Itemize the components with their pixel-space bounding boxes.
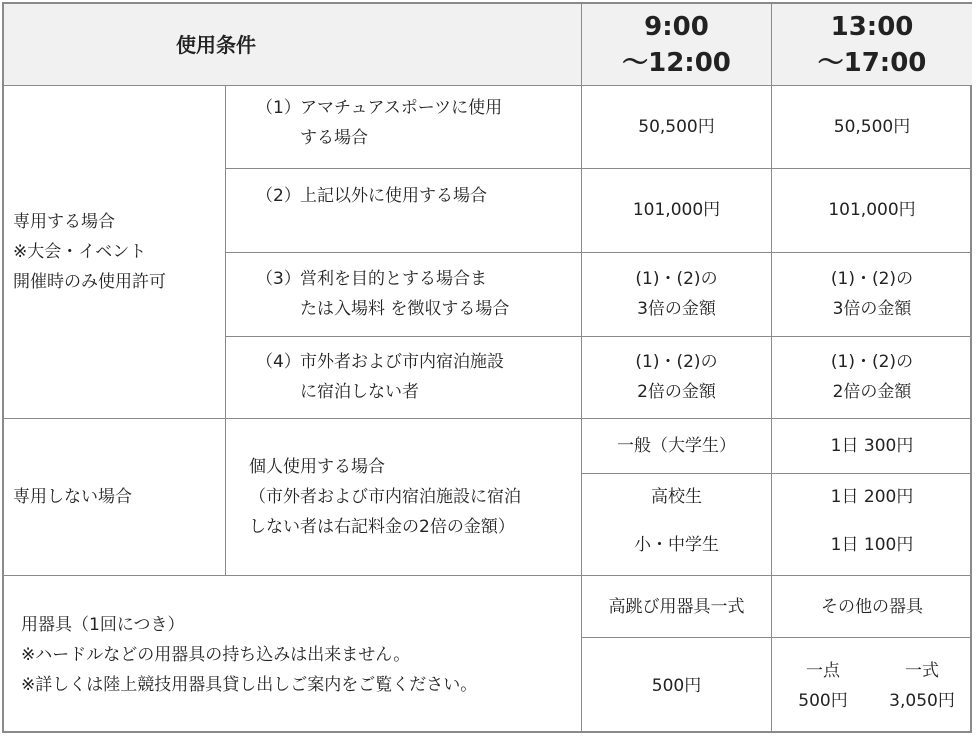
item-number: （1） — [256, 98, 301, 118]
exclusive-row-2-afternoon-price — [772, 168, 972, 252]
item-number: （4） — [256, 352, 301, 372]
price-text: 2倍の金額 — [832, 382, 912, 402]
equipment-description — [21, 576, 581, 733]
other-equipment-single — [792, 646, 854, 726]
time-slot-start: 13:00 — [830, 11, 914, 42]
other-equipment-label: その他の器具 — [821, 596, 923, 617]
other-equipment-single-label: 一点 — [806, 661, 840, 681]
item-text: 営利を目的とする場合ま — [300, 269, 487, 289]
high-jump-equipment-price: 500円 — [651, 675, 702, 696]
exclusive-row-2-description — [256, 168, 581, 252]
exclusive-row-1-afternoon-price — [772, 85, 972, 168]
conditions-header: 使用条件 — [176, 32, 256, 57]
exclusive-row-3-afternoon-price — [772, 252, 972, 336]
equipment-note: ※詳しくは陸上競技用器具貸し出しご案内をご覧ください。 — [21, 674, 478, 695]
exclusive-row-3-morning-price — [582, 252, 771, 336]
exclusive-use-title: 専用する場合 — [13, 211, 115, 232]
time-slot-afternoon-header — [772, 4, 972, 85]
exclusive-use-note: ※大会・イベント — [13, 241, 147, 262]
other-equipment-set-label: 一式 — [905, 661, 939, 681]
price-text: (1)・(2)の — [635, 269, 718, 289]
time-slot-end: ～17:00 — [817, 47, 927, 78]
price-text: (1)・(2)の — [830, 269, 914, 289]
item-text: 上記以外に使用する場合 — [300, 186, 487, 206]
other-equipment-set-price: 3,050円 — [889, 691, 955, 711]
price-text: 101,000円 — [632, 200, 721, 220]
category-high-school: 高校生 — [651, 487, 702, 507]
item-text: たは入場料 を徴収する場合 — [300, 299, 510, 319]
price-text: (1)・(2)の — [830, 352, 914, 372]
item-number: （2） — [256, 186, 301, 206]
item-text: 市外者および市内宿泊施設 — [300, 352, 504, 372]
price-text: 50,500円 — [833, 116, 911, 137]
other-equipment-set — [880, 646, 964, 726]
equipment-note: ※ハードルなどの用器具の持ち込みは出来ません。 — [21, 644, 411, 665]
individual-use-description — [249, 418, 581, 575]
item-number: （3） — [256, 269, 301, 289]
exclusive-use-note: 開催時のみ使用許可 — [13, 271, 166, 292]
fee-general: 1日 300円 — [830, 435, 914, 456]
category-elementary-junior-high: 小・中学生 — [634, 535, 719, 555]
fee-elementary-junior-high: 1日 100円 — [830, 535, 914, 555]
exclusive-row-2-morning-price — [582, 168, 771, 252]
time-slot-start: 9:00 — [644, 11, 709, 42]
price-text: 50,500円 — [638, 116, 715, 137]
price-text: 101,000円 — [828, 200, 916, 220]
time-slot-end: ～12:00 — [622, 47, 731, 78]
exclusive-use-label — [13, 85, 225, 418]
item-text: アマチュアスポーツに使用 — [300, 98, 503, 118]
price-text: 3倍の金額 — [832, 299, 912, 319]
category-general: 一般（大学生） — [617, 435, 736, 456]
exclusive-row-4-afternoon-price — [772, 336, 972, 418]
non-exclusive-use-label: 専用しない場合 — [13, 486, 132, 507]
price-text: (1)・(2)の — [635, 352, 718, 372]
price-text: 3倍の金額 — [637, 299, 716, 319]
exclusive-row-4-morning-price — [582, 336, 771, 418]
exclusive-row-4-description — [256, 336, 581, 418]
individual-use-note: しない者は右記料金の2倍の金額） — [249, 516, 515, 537]
exclusive-row-1-morning-price — [582, 85, 771, 168]
exclusive-row-3-description — [256, 252, 581, 336]
fee-high-school: 1日 200円 — [830, 487, 914, 507]
individual-use-title: 個人使用する場合 — [249, 456, 385, 477]
column-divider — [225, 85, 226, 575]
exclusive-row-1-description — [256, 85, 581, 168]
item-text: に宿泊しない者 — [300, 382, 419, 402]
other-equipment-single-price: 500円 — [798, 691, 848, 711]
individual-use-note: （市外者および市内宿泊施設に宿泊 — [249, 486, 521, 507]
item-text: する場合 — [300, 128, 368, 148]
high-jump-equipment-label: 高跳び用器具一式 — [608, 596, 745, 617]
price-text: 2倍の金額 — [637, 382, 716, 402]
time-slot-morning-header — [582, 4, 771, 85]
equipment-title: 用器具（1回につき） — [21, 614, 185, 635]
